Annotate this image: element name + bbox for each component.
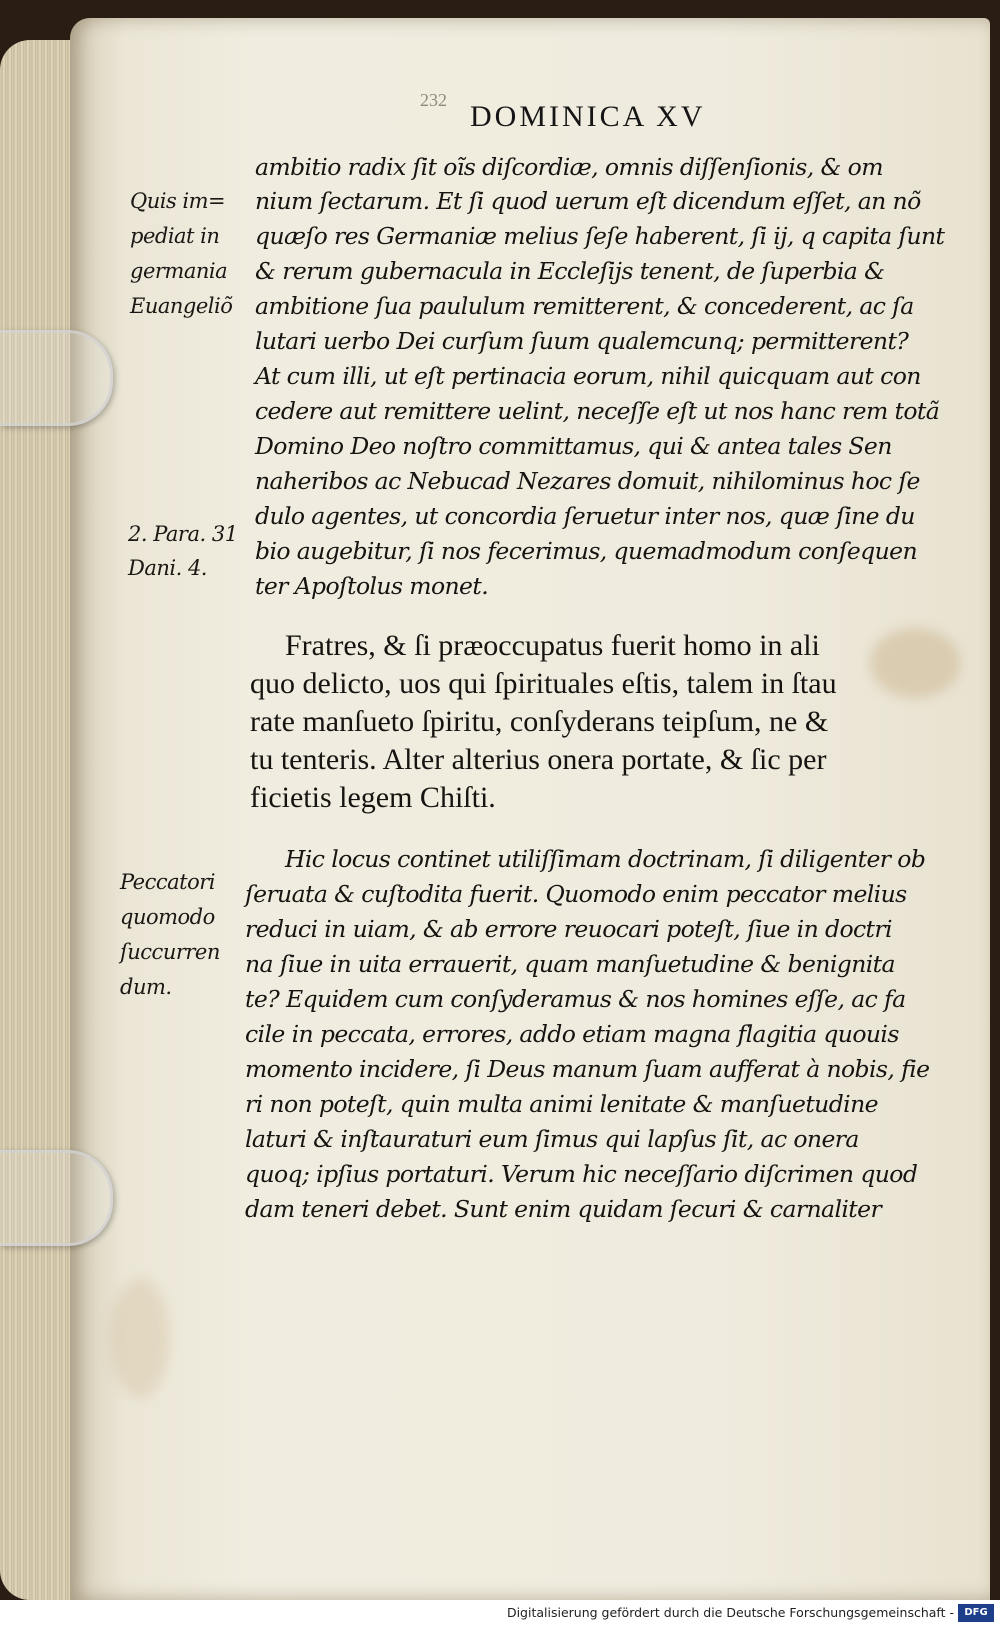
text-line: ſeruata & cuſtodita fuerit. Quomodo enim peccator melius	[245, 880, 907, 908]
text-line: lutari uerbo Dei curſum ſuum qualemcunq; permitterent?	[255, 327, 909, 355]
text-line: ter Apoſtolus monet.	[255, 572, 489, 600]
text-line: laturi & inſtauraturi eum ſimus qui lapſus ſit, ac onera	[245, 1125, 859, 1153]
quote-line: rate manſueto ſpiritu, conſyderans teipſum, ne &	[250, 705, 829, 738]
text-line: Hic locus continet utiliſſimam doctrinam, ſi diligenter ob	[285, 845, 926, 873]
margin-note: 2. Para. 31	[128, 522, 238, 546]
text-line: quoq; ipſius portaturi. Verum hic neceſſario diſcrimen quod	[245, 1160, 918, 1188]
page-header: DOMINICA XV	[470, 100, 706, 133]
margin-note: Quis im=	[130, 189, 226, 213]
margin-note: Euangeliõ	[130, 294, 233, 318]
page-number: 232	[420, 90, 447, 110]
text-line: momento incidere, ſi Deus manum ſuam aufferat à nobis, fie	[245, 1055, 930, 1083]
margin-note: ſuccurren	[120, 940, 220, 964]
text-line: ambitio radix ſit oĩs diſcordiæ, omnis diſſenſionis, & om	[255, 153, 883, 181]
text-line: At cum illi, ut eſt pertinacia eorum, nihil quicquam aut con	[255, 362, 921, 390]
quote-line: quo delicto, uos qui ſpirituales eſtis, talem in ſtau	[250, 667, 837, 700]
text-line: reduci in uiam, & ab errore reuocari poteſt, ſiue in doctri	[245, 915, 892, 943]
text-line: quæſo res Germaniæ melius ſeſe haberent, ſi ij, q capita ſunt	[255, 222, 945, 250]
text-line: naheribos ac Nebucad Nezares domuit, nihilominus hoc ſe	[255, 467, 920, 495]
text-line: nium ſectarum. Et ſi quod uerum eſt dicendum eſſet, an nõ	[255, 187, 921, 215]
dfg-logo: DFG	[958, 1604, 994, 1622]
text-line: cile in peccata, errores, addo etiam magna flagitia quouis	[245, 1020, 899, 1048]
text-line: cedere aut remittere uelint, neceſſe eſt ut nos hanc rem totã	[255, 397, 940, 425]
margin-note: Dani. 4.	[128, 556, 207, 580]
quote-line: Fratres, & ſi præoccupatus fuerit homo in ali	[285, 629, 820, 662]
footer-bar	[0, 1600, 1000, 1627]
margin-note: dum.	[120, 975, 172, 999]
margin-note: germania	[130, 259, 228, 283]
text-line: & rerum gubernacula in Eccleſijs tenent, de ſuperbia &	[255, 257, 885, 285]
water-stain	[110, 1278, 170, 1398]
book-clip-top	[0, 330, 113, 426]
footer-credit: Digitalisierung gefördert durch die Deutsche Forschungsgemeinschaft -	[506, 1605, 954, 1620]
margin-note: quomodo	[120, 905, 215, 929]
text-line: ambitione ſua paululum remitterent, & concederent, ac ſa	[255, 292, 914, 320]
text-line: Domino Deo noſtro committamus, qui & antea tales Sen	[255, 432, 892, 460]
quote-line: tu tenteris. Alter alterius onera portate, & ſic per	[250, 743, 827, 776]
text-line: bio augebitur, ſi nos fecerimus, quemadmodum conſequen	[255, 537, 917, 565]
margin-note: Peccatori	[120, 870, 215, 894]
quote-line: ficietis legem Chiſti.	[250, 781, 496, 814]
margin-note: pediat in	[130, 224, 220, 248]
text-line: ri non poteſt, quin multa animi lenitate & manſuetudine	[245, 1090, 878, 1118]
text-line: dam teneri debet. Sunt enim quidam ſecuri & carnaliter	[245, 1195, 882, 1223]
book-clip-bottom	[0, 1150, 113, 1246]
text-line: dulo agentes, ut concordia ſeruetur inter nos, quæ ſine du	[255, 502, 915, 530]
text-line: na ſiue in uita errauerit, quam manſuetudine & benignita	[245, 950, 895, 978]
text-line: te? Equidem cum conſyderamus & nos homines eſſe, ac fa	[245, 985, 906, 1013]
